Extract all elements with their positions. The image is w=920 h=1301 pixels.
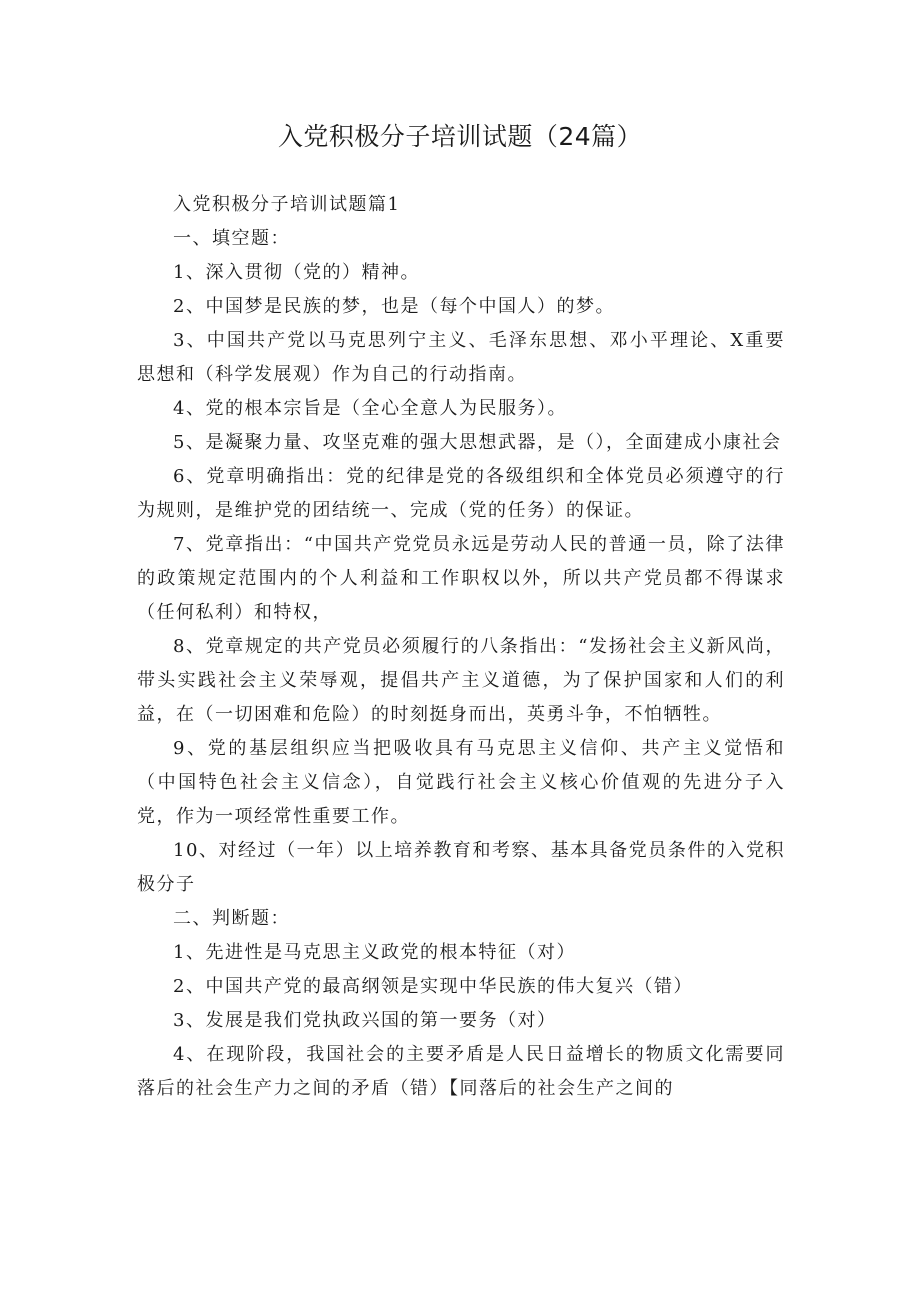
question-paragraph: 8、党章规定的共产党员必须履行的八条指出：“发扬社会主义新风尚，带头实践社会主义荣辱观，提倡共产主义道德，为了保护国家和人们的利益，在（一切困难和危险）的时刻挺身而出，英勇斗争，不怕牺牲。 [137, 636, 785, 725]
question-paragraph: 4、党的根本宗旨是（全心全意人为民服务）。 [173, 398, 567, 419]
question-paragraph: 2、中国梦是民族的梦，也是（每个中国人）的梦。 [173, 296, 615, 317]
question-paragraph: 9、党的基层组织应当把吸收具有马克思主义信仰、共产主义觉悟和（中国特色社会主义信念），自觉践行社会主义核心价值观的先进分子入党，作为一项经常性重要工作。 [137, 738, 785, 827]
document-title: 入党积极分子培训试题（24篇） [277, 122, 643, 151]
question-paragraph: 10、对经过（一年）以上培养教育和考察、基本具备党员条件的入党积极分子 [137, 840, 785, 895]
section-heading: 入党积极分子培训试题篇1 [173, 194, 401, 215]
question-paragraph: 3、中国共产党以马克思列宁主义、毛泽东思想、邓小平理论、X重要思想和（科学发展观）作为自己的行动指南。 [137, 330, 785, 385]
question-paragraph: 1、先进性是马克思主义政党的根本特征（对） [173, 942, 576, 963]
part-heading-fill-blank: 一、填空题： [173, 228, 290, 249]
question-paragraph: 5、是凝聚力量、攻坚克难的强大思想武器，是（），全面建成小康社会 [173, 432, 782, 453]
question-paragraph: 4、在现阶段，我国社会的主要矛盾是人民日益增长的物质文化需要同落后的社会生产力之间的矛盾（错）【同落后的社会生产之间的 [137, 1044, 785, 1099]
question-paragraph: 3、发展是我们党执政兴国的第一要务（对） [173, 1010, 557, 1031]
question-paragraph: 1、深入贯彻（党的）精神。 [173, 262, 420, 283]
question-paragraph: 6、党章明确指出：党的纪律是党的各级组织和全体党员必须遵守的行为规则，是维护党的团结统一、完成（党的任务）的保证。 [137, 466, 785, 521]
part-heading-true-false: 二、判断题： [173, 908, 290, 929]
document-body [137, 188, 785, 1106]
question-paragraph: 2、中国共产党的最高纲领是实现中华民族的伟大复兴（错） [173, 976, 693, 997]
question-paragraph: 7、党章指出：“中国共产党党员永远是劳动人民的普通一员，除了法律的政策规定范围内的个人利益和工作职权以外，所以共产党员都不得谋求（任何私利）和特权， [137, 534, 785, 623]
